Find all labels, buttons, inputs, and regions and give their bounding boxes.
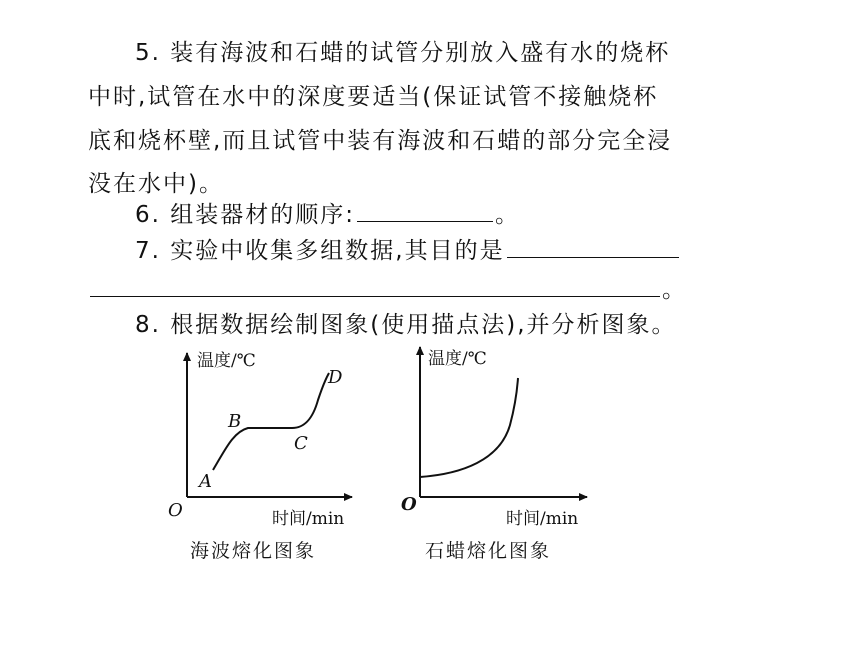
point-a: A xyxy=(199,471,212,492)
graph2-caption: 石蜡熔化图象 xyxy=(425,540,552,562)
graph1-caption: 海波熔化图象 xyxy=(190,540,317,562)
shila-melting-curve xyxy=(420,378,518,477)
point-d: D xyxy=(328,367,343,388)
question-6-text: 6. 组装器材的顺序: xyxy=(135,202,356,228)
graph2-x-label: 时间/min xyxy=(506,509,579,529)
point-b: B xyxy=(228,411,242,432)
paragraph-5-line-2: 中时,试管在水中的深度要适当(保证试管不接触烧杯 xyxy=(88,84,659,110)
paragraph-5-line-1: 5. 装有海波和石蜡的试管分别放入盛有水的烧杯 xyxy=(135,40,671,66)
question-7-end: 。 xyxy=(662,277,687,303)
question-7-text: 7. 实验中收集多组数据,其目的是 xyxy=(135,238,505,264)
shila-graph xyxy=(401,347,587,562)
graph1-x-label: 时间/min xyxy=(272,509,345,529)
question-8: 8. 根据数据绘制图象(使用描点法),并分析图象。 xyxy=(135,312,677,338)
graph2-origin: O xyxy=(401,494,417,515)
point-c: C xyxy=(294,433,308,454)
haibo-graph xyxy=(168,351,352,562)
paragraph-5-line-3: 底和烧杯壁,而且试管中装有海波和石蜡的部分完全浸 xyxy=(88,128,673,154)
paragraph-5-line-4: 没在水中)。 xyxy=(88,171,224,197)
question-6-end: 。 xyxy=(495,202,521,228)
graph1-y-label: 温度/℃ xyxy=(197,351,256,371)
graph1-origin: O xyxy=(168,500,183,521)
graph2-y-label: 温度/℃ xyxy=(428,349,487,369)
